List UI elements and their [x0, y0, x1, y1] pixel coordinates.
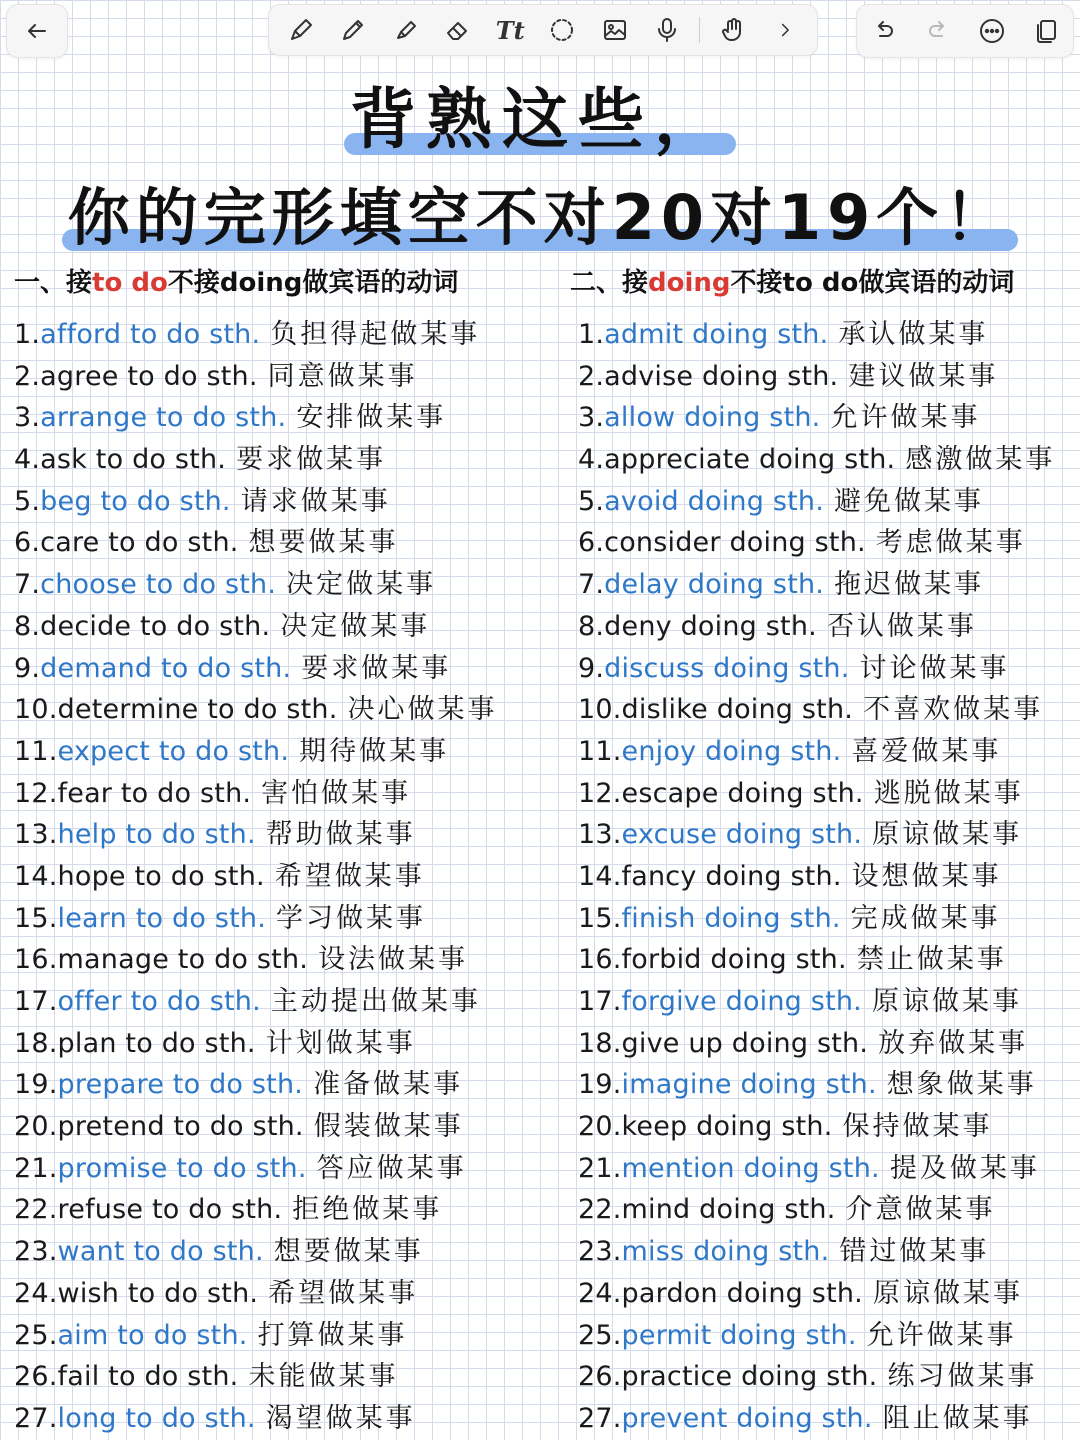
item-number: 25.: [14, 1319, 58, 1351]
list-item: [14, 1189, 498, 1231]
item-phrase: dislike doing sth.: [621, 694, 854, 726]
lasso-tool-button[interactable]: [538, 6, 586, 54]
redo-button[interactable]: [914, 7, 962, 55]
right-header-prefix: 二、接: [570, 268, 649, 298]
list-item: [14, 1315, 498, 1357]
item-phrase: decide to do sth.: [40, 610, 271, 642]
item-phrase: offer to do sth.: [57, 986, 261, 1017]
undo-icon: [870, 17, 898, 45]
list-item: [14, 1356, 498, 1398]
list-item: [578, 397, 1055, 439]
item-number: 4.: [578, 444, 605, 476]
list-item: [14, 773, 498, 815]
item-number: 23.: [578, 1236, 622, 1268]
item-translation: 假装做某事: [313, 1111, 464, 1143]
item-phrase: agree to do sth.: [40, 360, 258, 392]
image-icon: [601, 16, 629, 44]
left-header-suffix: 不接doing做宾语的动词: [167, 268, 459, 298]
list-item: [14, 522, 498, 564]
item-translation: 提及做某事: [889, 1152, 1040, 1184]
item-translation: 决定做某事: [286, 569, 437, 601]
item-phrase: forbid doing sth.: [621, 944, 847, 976]
item-translation: 建议做某事: [848, 360, 999, 392]
item-phrase: fear to do sth.: [57, 777, 252, 809]
item-phrase: imagine doing sth.: [621, 1069, 877, 1101]
toolbar-divider: [699, 17, 700, 43]
list-item: [578, 1148, 1055, 1190]
eraser-icon: [444, 16, 472, 44]
title-line-1-text: 背熟这些，: [344, 66, 736, 161]
item-number: 10.: [14, 694, 58, 726]
list-item: [14, 1148, 498, 1190]
hand-icon: [719, 16, 747, 44]
item-translation: 设想做某事: [851, 860, 1002, 892]
item-phrase: beg to do sth.: [40, 485, 231, 517]
item-phrase: enjoy doing sth.: [621, 735, 842, 767]
item-phrase: pretend to do sth.: [57, 1111, 304, 1143]
list-item: [578, 981, 1055, 1023]
item-phrase: hope to do sth.: [57, 860, 265, 892]
item-translation: 想象做某事: [886, 1069, 1037, 1101]
item-number: 7.: [578, 569, 605, 601]
item-number: 24.: [578, 1277, 622, 1309]
list-item: [578, 814, 1055, 856]
list-item: [14, 1398, 498, 1440]
item-translation: 答应做某事: [316, 1152, 467, 1184]
item-translation: 设法做某事: [318, 944, 469, 976]
eraser-tool-button[interactable]: [434, 6, 482, 54]
left-header-keyword: to do: [92, 268, 168, 298]
chevron-right-icon: [774, 19, 796, 41]
item-translation: 希望做某事: [268, 1277, 419, 1309]
item-number: 19.: [14, 1069, 58, 1101]
item-translation: 放弃做某事: [878, 1027, 1029, 1059]
item-phrase: help to do sth.: [57, 819, 256, 851]
item-translation: 原谅做某事: [872, 819, 1023, 851]
item-translation: 要求做某事: [301, 652, 452, 684]
item-number: 13.: [14, 819, 58, 851]
item-translation: 拖迟做某事: [834, 569, 985, 601]
item-phrase: manage to do sth.: [57, 944, 309, 976]
list-item: [14, 856, 498, 898]
highlighter-icon: [392, 16, 420, 44]
item-phrase: appreciate doing sth.: [604, 444, 896, 476]
item-number: 12.: [578, 777, 622, 809]
list-item: [14, 1106, 498, 1148]
list-item: [14, 606, 498, 648]
item-number: 27.: [578, 1402, 622, 1434]
highlighter-tool-button[interactable]: [382, 6, 430, 54]
right-verb-list: [578, 314, 1055, 1440]
left-verb-list: [14, 314, 498, 1440]
list-item: [578, 689, 1055, 731]
list-item: [14, 1023, 498, 1065]
more-icon: [978, 17, 1006, 45]
item-translation: 拒绝做某事: [292, 1194, 443, 1226]
item-translation: 承认做某事: [838, 319, 989, 350]
item-phrase: deny doing sth.: [604, 610, 817, 642]
item-number: 18.: [578, 1027, 622, 1059]
redo-icon: [924, 17, 952, 45]
item-phrase: determine to do sth.: [57, 694, 338, 726]
list-item: [578, 1315, 1055, 1357]
item-phrase: care to do sth.: [40, 527, 239, 559]
item-number: 10.: [578, 694, 622, 726]
item-number: 8.: [578, 610, 605, 642]
toolbar-next-button[interactable]: [761, 6, 809, 54]
list-item: [578, 1356, 1055, 1398]
item-phrase: demand to do sth.: [40, 652, 292, 684]
item-number: 14.: [578, 860, 622, 892]
item-number: 3.: [14, 402, 41, 434]
list-item: [14, 981, 498, 1023]
pages-icon: [1032, 17, 1060, 45]
item-phrase: mention doing sth.: [621, 1152, 880, 1184]
list-item: [14, 397, 498, 439]
item-number: 21.: [14, 1152, 58, 1184]
item-phrase: escape doing sth.: [621, 777, 864, 809]
item-translation: 允许做某事: [830, 402, 981, 434]
item-number: 11.: [578, 735, 622, 767]
item-number: 2.: [14, 360, 41, 392]
item-phrase: wish to do sth.: [57, 1277, 259, 1309]
item-number: 16.: [578, 944, 622, 976]
item-phrase: fancy doing sth.: [621, 860, 842, 892]
item-phrase: advise doing sth.: [604, 360, 839, 392]
item-phrase: arrange to do sth.: [40, 402, 287, 434]
left-header-prefix: 一、接: [14, 268, 93, 298]
list-item: [578, 1189, 1055, 1231]
item-number: 20.: [578, 1111, 622, 1143]
item-translation: 准备做某事: [313, 1069, 464, 1101]
hand-tool-button[interactable]: [709, 6, 757, 54]
item-number: 22.: [578, 1194, 622, 1226]
item-number: 1.: [578, 319, 605, 350]
right-section-header: [570, 262, 1014, 299]
item-number: 22.: [14, 1194, 58, 1226]
item-translation: 请求做某事: [240, 485, 391, 517]
item-phrase: promise to do sth.: [57, 1152, 307, 1184]
item-phrase: admit doing sth.: [604, 319, 829, 350]
item-phrase: want to do sth.: [57, 1236, 264, 1268]
list-item: [578, 481, 1055, 523]
right-header-suffix: 不接to do做宾语的动词: [730, 268, 1015, 298]
pages-button[interactable]: [1022, 7, 1070, 55]
list-item: [578, 564, 1055, 606]
item-phrase: practice doing sth.: [621, 1361, 878, 1393]
title-line-1: [0, 66, 1080, 161]
item-number: 17.: [578, 986, 622, 1017]
item-translation: 不喜欢做某事: [863, 694, 1044, 726]
item-number: 7.: [14, 569, 41, 601]
list-item: [14, 314, 498, 356]
pen-tool-button[interactable]: [277, 6, 325, 54]
list-item: [14, 564, 498, 606]
item-translation: 原谅做某事: [871, 986, 1022, 1017]
item-number: 13.: [578, 819, 622, 851]
item-translation: 想要做某事: [273, 1236, 424, 1268]
item-number: 20.: [14, 1111, 58, 1143]
item-number: 18.: [14, 1027, 58, 1059]
item-number: 6.: [578, 527, 605, 559]
item-phrase: prepare to do sth.: [57, 1069, 304, 1101]
item-translation: 未能做某事: [248, 1361, 399, 1393]
item-translation: 负担得起做某事: [270, 319, 481, 350]
item-phrase: afford to do sth.: [40, 319, 261, 350]
item-number: 15.: [578, 902, 622, 934]
list-item: [14, 1231, 498, 1273]
item-number: 24.: [14, 1277, 58, 1309]
item-translation: 学习做某事: [276, 902, 427, 934]
list-item: [578, 648, 1055, 690]
item-phrase: refuse to do sth.: [57, 1194, 283, 1226]
item-translation: 错过做某事: [839, 1236, 990, 1268]
item-number: 12.: [14, 777, 58, 809]
item-translation: 主动提出做某事: [270, 986, 481, 1017]
item-translation: 避免做某事: [833, 485, 984, 517]
item-number: 9.: [14, 652, 41, 684]
item-translation: 决定做某事: [280, 610, 431, 642]
item-translation: 希望做某事: [274, 860, 425, 892]
list-item: [14, 898, 498, 940]
list-item: [578, 939, 1055, 981]
item-translation: 害怕做某事: [261, 777, 412, 809]
list-item: [578, 773, 1055, 815]
item-phrase: long to do sth.: [57, 1402, 256, 1434]
item-translation: 介意做某事: [845, 1194, 996, 1226]
item-phrase: forgive doing sth.: [621, 986, 862, 1017]
list-item: [578, 522, 1055, 564]
item-phrase: expect to do sth.: [57, 735, 290, 767]
list-item: [578, 1106, 1055, 1148]
list-item: [578, 1398, 1055, 1440]
item-number: 1.: [14, 319, 41, 350]
item-number: 5.: [578, 485, 605, 517]
item-phrase: excuse doing sth.: [621, 819, 863, 851]
item-translation: 保持做某事: [842, 1111, 993, 1143]
title-line-2: [0, 168, 1080, 257]
item-number: 26.: [14, 1361, 58, 1393]
item-phrase: permit doing sth.: [621, 1319, 857, 1351]
item-phrase: prevent doing sth.: [621, 1402, 873, 1434]
item-number: 26.: [578, 1361, 622, 1393]
item-translation: 期待做某事: [299, 735, 450, 767]
item-translation: 同意做某事: [267, 360, 418, 392]
item-number: 17.: [14, 986, 58, 1017]
item-phrase: finish doing sth.: [621, 902, 841, 934]
item-phrase: consider doing sth.: [604, 527, 866, 559]
item-phrase: miss doing sth.: [621, 1236, 830, 1268]
item-number: 3.: [578, 402, 605, 434]
list-item: [14, 1273, 498, 1315]
item-translation: 安排做某事: [296, 402, 447, 434]
item-translation: 要求做某事: [236, 444, 387, 476]
item-phrase: mind doing sth.: [621, 1194, 836, 1226]
item-translation: 考虑做某事: [875, 527, 1026, 559]
list-item: [578, 606, 1055, 648]
undo-button[interactable]: [860, 7, 908, 55]
pencil-tool-button[interactable]: [329, 6, 377, 54]
list-item: [14, 439, 498, 481]
item-phrase: plan to do sth.: [57, 1027, 256, 1059]
item-translation: 逃脱做某事: [873, 777, 1024, 809]
item-phrase: learn to do sth.: [57, 902, 267, 934]
item-translation: 打算做某事: [257, 1319, 408, 1351]
list-item: [578, 439, 1055, 481]
item-phrase: pardon doing sth.: [621, 1277, 863, 1309]
list-item: [578, 731, 1055, 773]
item-number: 19.: [578, 1069, 622, 1101]
list-item: [14, 356, 498, 398]
right-header-keyword: doing: [648, 268, 731, 298]
text-tool-button[interactable]: [486, 6, 534, 54]
tools-toolbar: [268, 4, 818, 56]
text-icon: Tt: [495, 15, 525, 45]
list-item: [578, 1023, 1055, 1065]
lasso-icon: [548, 16, 576, 44]
list-item: [14, 814, 498, 856]
list-item: [14, 689, 498, 731]
item-translation: 讨论做某事: [859, 652, 1010, 684]
item-phrase: keep doing sth.: [621, 1111, 833, 1143]
list-item: [578, 1231, 1055, 1273]
arrow-left-icon: [23, 17, 51, 45]
list-item: [578, 356, 1055, 398]
item-number: 6.: [14, 527, 41, 559]
item-number: 4.: [14, 444, 41, 476]
item-translation: 决心做某事: [347, 694, 498, 726]
list-item: [578, 1273, 1055, 1315]
more-button[interactable]: [968, 7, 1016, 55]
microphone-button[interactable]: [643, 6, 691, 54]
item-phrase: ask to do sth.: [40, 444, 227, 476]
item-phrase: avoid doing sth.: [604, 485, 824, 517]
item-number: 8.: [14, 610, 41, 642]
title-line-2-text: 你的完形填空不对20对19个！: [62, 168, 1019, 257]
item-phrase: discuss doing sth.: [604, 652, 850, 684]
item-translation: 帮助做某事: [265, 819, 416, 851]
item-translation: 否认做某事: [826, 610, 977, 642]
item-translation: 完成做某事: [850, 902, 1001, 934]
list-item: [578, 898, 1055, 940]
item-phrase: fail to do sth.: [57, 1361, 239, 1393]
list-item: [578, 1064, 1055, 1106]
item-translation: 想要做某事: [248, 527, 399, 559]
microphone-icon: [653, 16, 681, 44]
item-translation: 原谅做某事: [872, 1277, 1023, 1309]
image-tool-button[interactable]: [591, 6, 639, 54]
back-button[interactable]: [13, 7, 61, 55]
item-number: 15.: [14, 902, 58, 934]
item-translation: 渴望做某事: [265, 1402, 416, 1434]
item-translation: 感激做某事: [905, 444, 1056, 476]
item-number: 2.: [578, 360, 605, 392]
item-number: 9.: [578, 652, 605, 684]
item-translation: 允许做某事: [866, 1319, 1017, 1351]
item-number: 25.: [578, 1319, 622, 1351]
item-phrase: delay doing sth.: [604, 569, 825, 601]
item-translation: 禁止做某事: [856, 944, 1007, 976]
item-phrase: give up doing sth.: [621, 1027, 869, 1059]
item-translation: 喜爱做某事: [851, 735, 1002, 767]
item-number: 11.: [14, 735, 58, 767]
list-item: [14, 1064, 498, 1106]
item-number: 23.: [14, 1236, 58, 1268]
actions-toolbar: [856, 4, 1074, 58]
pen-icon: [287, 16, 315, 44]
item-phrase: choose to do sth.: [40, 569, 277, 601]
list-item: [578, 314, 1055, 356]
list-item: [14, 481, 498, 523]
list-item: [14, 731, 498, 773]
item-translation: 阻止做某事: [882, 1402, 1033, 1434]
list-item: [578, 856, 1055, 898]
item-phrase: allow doing sth.: [604, 402, 821, 434]
item-translation: 计划做某事: [265, 1027, 416, 1059]
item-translation: 练习做某事: [887, 1361, 1038, 1393]
left-section-header: [14, 262, 458, 299]
item-number: 14.: [14, 860, 58, 892]
item-number: 16.: [14, 944, 58, 976]
item-phrase: aim to do sth.: [57, 1319, 248, 1351]
back-toolbar: [6, 4, 68, 58]
list-item: [14, 648, 498, 690]
pencil-icon: [339, 16, 367, 44]
list-item: [14, 939, 498, 981]
item-number: 21.: [578, 1152, 622, 1184]
item-number: 5.: [14, 485, 41, 517]
item-number: 27.: [14, 1402, 58, 1434]
